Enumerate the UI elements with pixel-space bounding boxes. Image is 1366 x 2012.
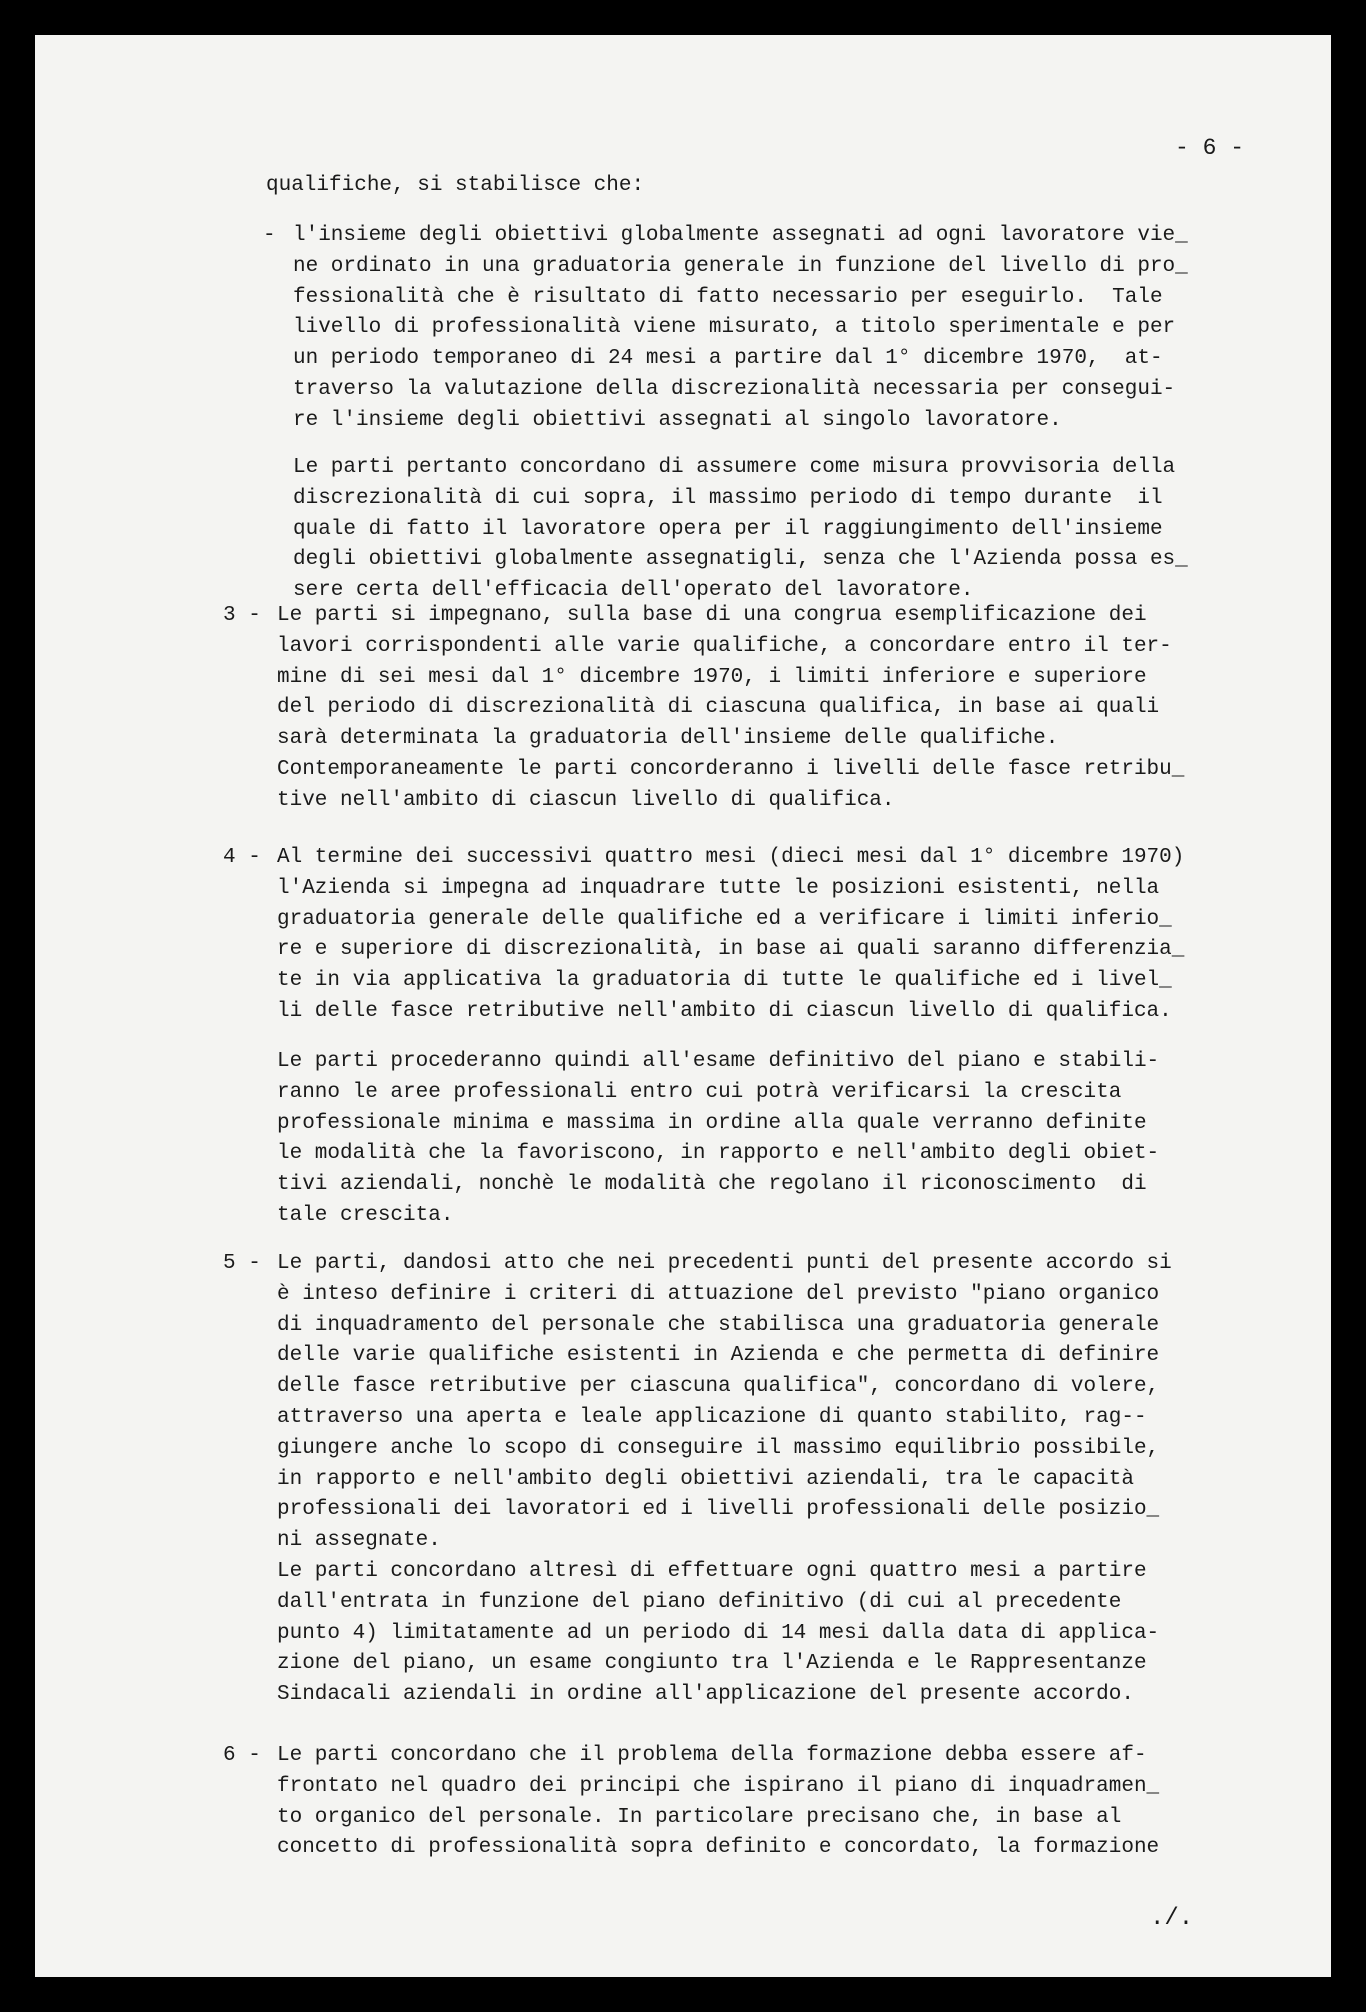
- text-line: tive nell'ambito di ciascun livello di qualifica.: [277, 788, 895, 812]
- text-line: discrezionalità di cui sopra, il massimo periodo di tempo durante il: [293, 486, 1163, 510]
- text-line: le modalità che la favoriscono, in rapporto e nell'ambito degli obiet-: [277, 1142, 1160, 1166]
- text-line: Le parti si impegnano, sulla base di una congrua esemplificazione dei: [277, 604, 1147, 627]
- text-line: degli obiettivi globalmente assegnatigli, senza che l'Azienda possa es_: [293, 548, 1188, 572]
- item-3-paragraph: [277, 601, 1257, 817]
- text-line: è inteso definire i criteri di attuazione del previsto "piano organico: [277, 1282, 1160, 1306]
- item-4-marker: 4 -: [223, 846, 261, 869]
- bullet-continuation-paragraph: [293, 453, 1273, 607]
- text-line: attraverso una aperta e leale applicazione di quanto stabilito, rag--: [277, 1405, 1147, 1429]
- document-page: [35, 35, 1331, 1977]
- text-line: delle fasce retributive per ciascuna qualifica", concordano di volere,: [277, 1375, 1160, 1399]
- text-line: sere certa dell'efficacia dell'operato del lavoratore.: [293, 579, 974, 603]
- text-line: mine di sei mesi dal 1° dicembre 1970, i limiti inferiore e superiore: [277, 665, 1147, 689]
- text-line: re l'insieme degli obiettivi assegnati al singolo lavoratore.: [293, 408, 1062, 432]
- text-line: in rapporto e nell'ambito degli obiettivi aziendali, tra le capacità: [277, 1467, 1134, 1491]
- text-line: re e superiore di discrezionalità, in base ai quali saranno differenzia_: [277, 938, 1185, 962]
- text-line: traverso la valutazione della discrezionalità necessaria per consegui-: [293, 377, 1176, 401]
- text-line: frontato nel quadro dei principi che ispirano il piano di inquadramen_: [277, 1774, 1160, 1798]
- text-line: Le parti pertanto concordano di assumere come misura provvisoria della: [293, 456, 1176, 479]
- text-line: li delle fasce retributive nell'ambito di ciascun livello di qualifica.: [277, 999, 1172, 1023]
- item-5-marker: 5 -: [223, 1252, 261, 1275]
- item-3-marker: 3 -: [223, 604, 261, 627]
- text-line: Le parti concordano altresì di effettuare ogni quattro mesi a partire: [277, 1559, 1147, 1583]
- text-line: un periodo temporaneo di 24 mesi a partire dal 1° dicembre 1970, at-: [293, 347, 1163, 371]
- item-6-marker: 6 -: [223, 1744, 261, 1767]
- item-4-continuation-paragraph: [277, 1047, 1257, 1232]
- text-line: Le parti concordano che il problema della formazione debba essere af-: [277, 1744, 1147, 1767]
- text-line: Sindacali aziendali in ordine all'applicazione del presente accordo.: [277, 1683, 1134, 1707]
- text-line: Le parti, dandosi atto che nei precedenti punti del presente accordo si: [277, 1252, 1172, 1275]
- text-line: to organico del personale. In particolare precisano che, in base al: [277, 1805, 1122, 1829]
- text-line: concetto di professionalità sopra definito e concordato, la formazione: [277, 1836, 1160, 1860]
- bullet-marker: -: [263, 224, 276, 247]
- text-line: Al termine dei successivi quattro mesi (dieci mesi dal 1° dicembre 1970): [277, 846, 1185, 869]
- continuation-mark: ./.: [1150, 1905, 1194, 1932]
- item-6-paragraph: [277, 1741, 1257, 1864]
- text-line: lavori corrispondenti alle varie qualifiche, a concordare entro il ter-: [277, 634, 1172, 658]
- item-5-paragraph: [277, 1249, 1257, 1711]
- text-line: punto 4) limitatamente ad un periodo di 14 mesi dalla data di applica-: [277, 1621, 1160, 1645]
- bullet-paragraph: [293, 221, 1273, 437]
- text-line: tivi aziendali, nonchè le modalità che regolano il riconoscimento di: [277, 1173, 1147, 1197]
- text-line: ne ordinato in una graduatoria generale in funzione del livello di pro_: [293, 254, 1188, 278]
- text-line: delle varie qualifiche esistenti in Azienda e che permetta di definire: [277, 1344, 1160, 1368]
- text-line: quale di fatto il lavoratore opera per il raggiungimento dell'insieme: [293, 517, 1163, 541]
- text-line: graduatoria generale delle qualifiche ed a verificare i limiti inferio_: [277, 907, 1172, 931]
- text-line: Le parti procederanno quindi all'esame definitivo del piano e stabili-: [277, 1050, 1160, 1073]
- text-line: fessionalità che è risultato di fatto necessario per eseguirlo. Tale: [293, 285, 1163, 309]
- text-line: l'Azienda si impegna ad inquadrare tutte le posizioni esistenti, nella: [277, 876, 1160, 900]
- text-line: professionali dei lavoratori ed i livelli professionali delle posizio_: [277, 1498, 1160, 1522]
- text-line: sarà determinata la graduatoria dell'insieme delle qualifiche.: [277, 727, 1059, 751]
- page-number: - 6 -: [1175, 135, 1245, 161]
- lead-in-text: qualifiche, si stabilisce che:: [266, 174, 645, 197]
- text-line: livello di professionalità viene misurato, a titolo sperimentale e per: [293, 316, 1176, 340]
- text-line: te in via applicativa la graduatoria di tutte le qualifiche ed i livel_: [277, 969, 1172, 993]
- text-line: zione del piano, un esame congiunto tra l'Azienda e le Rappresentanze: [277, 1652, 1147, 1676]
- text-line: dall'entrata in funzione del piano definitivo (di cui al precedente: [277, 1590, 1122, 1614]
- text-line: del periodo di discrezionalità di ciascuna qualifica, in base ai quali: [277, 696, 1160, 720]
- text-line: ni assegnate.: [277, 1529, 441, 1553]
- text-line: l'insieme degli obiettivi globalmente assegnati ad ogni lavoratore vie_: [293, 224, 1188, 247]
- typewritten-document: [35, 35, 1331, 1977]
- text-line: professionale minima e massima in ordine alla quale verranno definite: [277, 1111, 1147, 1135]
- item-4-paragraph: [277, 843, 1257, 1028]
- text-line: Contemporaneamente le parti concorderanno i livelli delle fasce retribu_: [277, 757, 1185, 781]
- text-line: ranno le aree professionali entro cui potrà verificarsi la crescita: [277, 1080, 1122, 1104]
- text-line: tale crescita.: [277, 1203, 454, 1227]
- text-line: di inquadramento del personale che stabilisca una graduatoria generale: [277, 1313, 1160, 1337]
- text-line: giungere anche lo scopo di conseguire il massimo equilibrio possibile,: [277, 1436, 1160, 1460]
